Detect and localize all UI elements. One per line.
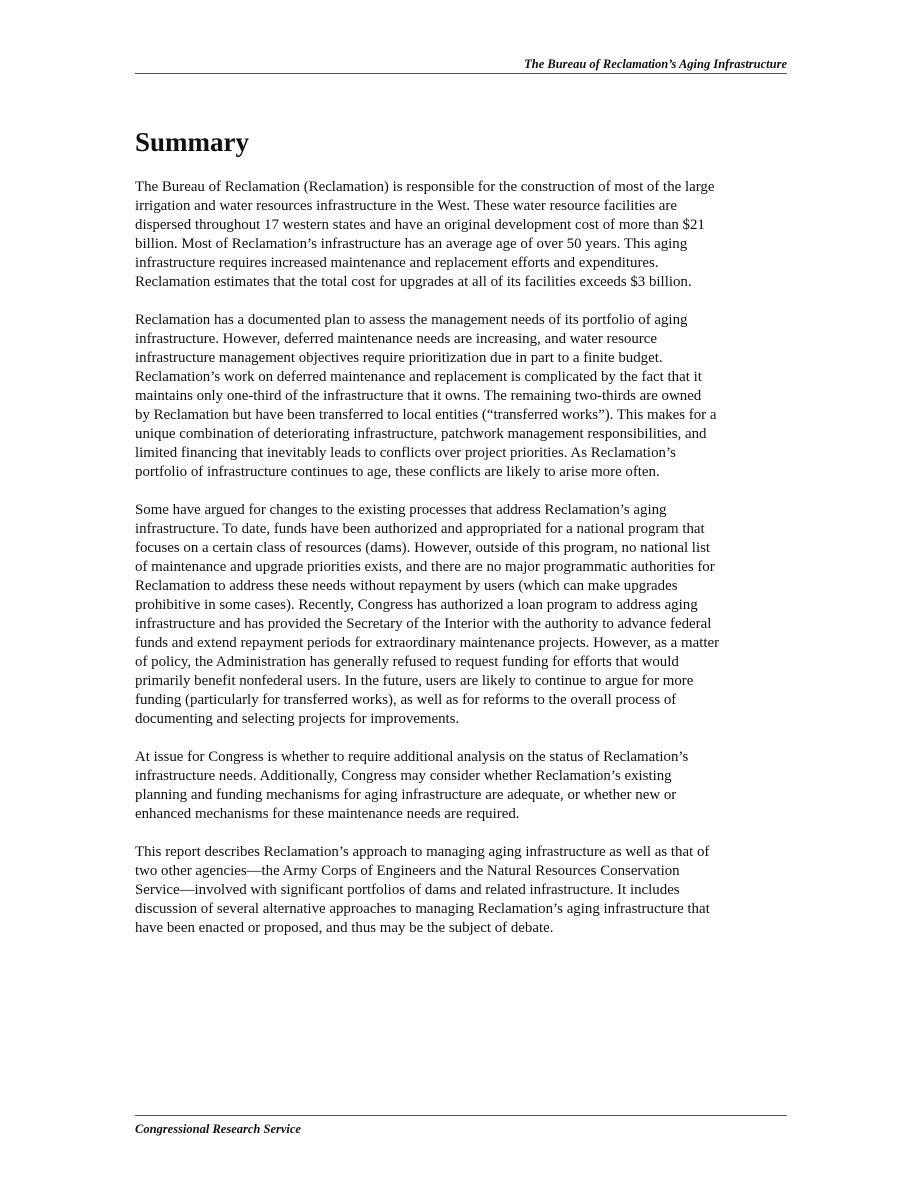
text-line: prohibitive in some cases). Recently, Congress has authorized a loan program to address aging bbox=[135, 597, 698, 613]
text-line: Reclamation’s work on deferred maintenance and replacement is complicated by the fact that it bbox=[135, 369, 702, 385]
text-line: irrigation and water resources infrastructure in the West. These water resource facilities are bbox=[135, 198, 677, 214]
text-line: limited financing that inevitably leads to conflicts over project priorities. As Reclamation’s bbox=[135, 445, 676, 461]
text-line: Reclamation to address these needs without repayment by users (which can make upgrades bbox=[135, 578, 678, 594]
text-line: have been enacted or proposed, and thus may be the subject of debate. bbox=[135, 920, 554, 936]
text-line: dispersed throughout 17 western states and have an original development cost of more than $21 bbox=[135, 217, 705, 233]
text-line: documenting and selecting projects for improvements. bbox=[135, 711, 460, 727]
text-line: funds and extend repayment periods for extraordinary maintenance projects. However, as a matter bbox=[135, 635, 720, 651]
page-title: Summary bbox=[135, 127, 249, 157]
paragraph-4 bbox=[135, 748, 787, 824]
running-footer: Congressional Research Service bbox=[135, 1115, 787, 1137]
text-line: maintains only one-third of the infrastructure that it owns. The remaining two-thirds are owned bbox=[135, 388, 702, 404]
text-line: At issue for Congress is whether to require additional analysis on the status of Reclamation’s bbox=[135, 749, 689, 765]
text-line: of maintenance and upgrade priorities exists, and there are no major programmatic authorities for bbox=[135, 559, 715, 575]
text-line: infrastructure needs. Additionally, Congress may consider whether Reclamation’s existing bbox=[135, 768, 672, 784]
text-line: billion. Most of Reclamation’s infrastructure has an average age of over 50 years. This aging bbox=[135, 236, 688, 252]
text-line: Some have argued for changes to the existing processes that address Reclamation’s aging bbox=[135, 502, 667, 518]
text-line: infrastructure. However, deferred maintenance needs are increasing, and water resource bbox=[135, 331, 657, 347]
text-line: enhanced mechanisms for these maintenance needs are required. bbox=[135, 806, 520, 822]
paragraph-1 bbox=[135, 178, 787, 292]
text-line: two other agencies—the Army Corps of Engineers and the Natural Resources Conservation bbox=[135, 863, 680, 879]
text-line: by Reclamation but have been transferred to local entities (“transferred works”). This makes for a bbox=[135, 407, 717, 423]
text-line: portfolio of infrastructure continues to age, these conflicts are likely to arise more often. bbox=[135, 464, 660, 480]
running-header: The Bureau of Reclamation’s Aging Infrastructure bbox=[135, 56, 787, 74]
text-line: discussion of several alternative approaches to managing Reclamation’s aging infrastructure that bbox=[135, 901, 710, 917]
summary-body bbox=[135, 178, 787, 957]
text-line: focuses on a certain class of resources (dams). However, outside of this program, no national list bbox=[135, 540, 711, 556]
paragraph-3 bbox=[135, 501, 787, 729]
paragraph-2 bbox=[135, 311, 787, 482]
text-line: Service—involved with significant portfolios of dams and related infrastructure. It includes bbox=[135, 882, 680, 898]
text-line: of policy, the Administration has generally refused to request funding for efforts that would bbox=[135, 654, 679, 670]
text-line: The Bureau of Reclamation (Reclamation) is responsible for the construction of most of the large bbox=[135, 179, 715, 195]
text-line: planning and funding mechanisms for aging infrastructure are adequate, or whether new or bbox=[135, 787, 677, 803]
text-line: infrastructure management objectives require prioritization due in part to a finite budget. bbox=[135, 350, 663, 366]
text-line: infrastructure. To date, funds have been authorized and appropriated for a national program that bbox=[135, 521, 705, 537]
text-line: funding (particularly for transferred works), as well as for reforms to the overall process of bbox=[135, 692, 677, 708]
text-line: unique combination of deteriorating infrastructure, patchwork management responsibilities, and bbox=[135, 426, 707, 442]
text-line: Reclamation has a documented plan to assess the management needs of its portfolio of aging bbox=[135, 312, 688, 328]
text-line: infrastructure and has provided the Secretary of the Interior with the authority to advance federal bbox=[135, 616, 712, 632]
text-line: primarily benefit nonfederal users. In the future, users are likely to continue to argue for more bbox=[135, 673, 694, 689]
text-line: infrastructure requires increased maintenance and replacement efforts and expenditures. bbox=[135, 255, 659, 271]
text-line: This report describes Reclamation’s approach to managing aging infrastructure as well as that of bbox=[135, 844, 710, 860]
text-line: Reclamation estimates that the total cost for upgrades at all of its facilities exceeds $3 billion. bbox=[135, 274, 692, 290]
paragraph-5 bbox=[135, 843, 787, 938]
